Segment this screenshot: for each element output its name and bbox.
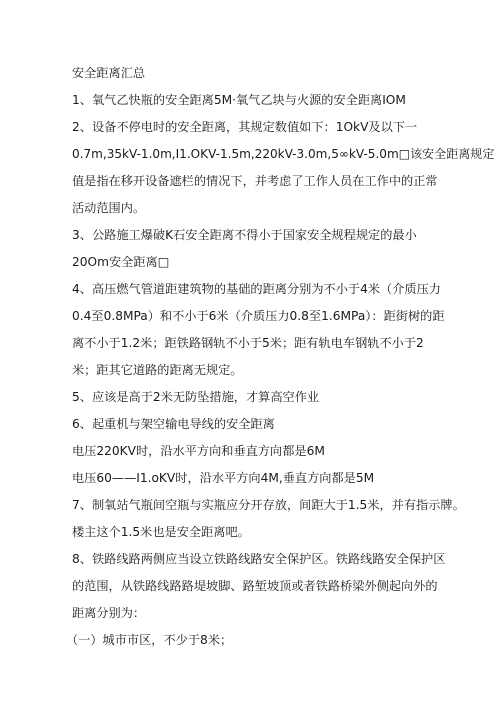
paragraph-line: 活动范围内。: [72, 201, 146, 215]
paragraph-line: 值是指在移开设备遮栏的情况下，并考虑了工作人员在工作中的正常: [72, 174, 438, 188]
paragraph-line: 4、高压燃气管道距建筑物的基础的距离分别为不小于4米（介质压力: [72, 282, 441, 296]
paragraph-line: 20Om安全距离□: [72, 255, 170, 269]
paragraph-line: 1、氧气乙快瓶的安全距离5M·氧气乙块与火源的安全距离IOM: [72, 93, 406, 107]
paragraph-line: 3、公路施工爆破K石安全距离不得小于国家安全规程规定的最小: [72, 228, 417, 242]
paragraph-line: 2、设备不停电时的安全距离，其规定数值如下：1OkV及以下一: [72, 120, 418, 134]
paragraph-line: 6、起重机与架空输电导线的安全距离: [72, 417, 275, 431]
paragraph-line: 0.4至0.8MPa）和不小于6米（介质压力0.8至1.6MPa）：距街树的距: [72, 309, 445, 323]
paragraph-line: 0.7m,35kV-1.0m,I1.OKV-1.5m,220kV-3.0m,5∞kV-5.0m□该安全距离规定: [72, 147, 495, 161]
paragraph-line: 7、制氧站气瓶间空瓶与实瓶应分开存放，间距大于1.5米，并有指示牌。: [72, 498, 465, 512]
paragraph-line: 距离分别为：: [72, 606, 146, 620]
paragraph-line: （一）城市市区，不少于8米；: [66, 633, 233, 647]
document-title: 安全距离汇总: [72, 66, 146, 80]
paragraph-line: 楼主这个1.5米也是安全距离吧。: [72, 525, 250, 539]
paragraph-line: 离不小于1.2米；距铁路钢轨不小于5米；距有轨电车钢轨不小于2: [72, 336, 424, 350]
paragraph-line: 米；距其它道路的距离无规定。: [72, 363, 243, 377]
paragraph-line: 5、应该是高于2米无防坠措施，才算高空作业: [72, 390, 320, 404]
paragraph-line: 电压220KV时，沿水平方向和垂直方向都是6M: [72, 444, 325, 458]
paragraph-line: 的范围，从铁路线路路堤坡脚、路堑坡顶或者铁路桥梁外侧起向外的: [72, 579, 438, 593]
paragraph-line: 8、铁路线路两侧应当设立铁路线路安全保护区。铁路线路安全保护区: [72, 552, 446, 566]
paragraph-line: 电压60——I1.oKV时，沿水平方向4M,垂直方向都是5M: [72, 471, 375, 485]
